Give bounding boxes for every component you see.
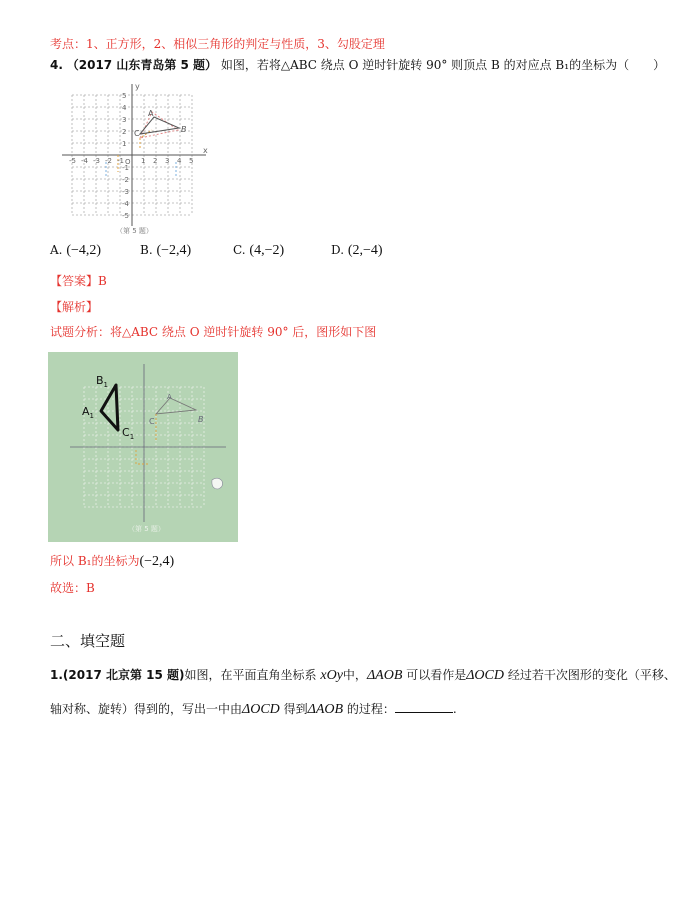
option-a[interactable] [50, 242, 101, 259]
option-b[interactable] [140, 242, 191, 259]
x-tick-label: -1 [117, 157, 124, 165]
text-part: 的过程： [346, 702, 395, 716]
y-tick-label: 5 [122, 92, 127, 100]
question-source: （2017 山东青岛第 5 题） [66, 58, 218, 72]
option-c-value: (4,−2) [249, 243, 285, 258]
fill-question-1-line-2 [50, 700, 457, 718]
x-tick-label: 3 [165, 157, 170, 165]
text-part: 如图，在平面直角坐标系 [184, 668, 317, 682]
y-tick-label: -5 [122, 212, 129, 220]
y-tick-label: 2 [122, 128, 127, 136]
option-b-value: (−2,4) [156, 243, 192, 258]
fill-question-source: (2017 北京第 15 题) [62, 668, 185, 682]
y-tick-label: -4 [122, 200, 129, 208]
answer-blank[interactable] [395, 700, 453, 713]
x-tick-label: -4 [81, 157, 88, 165]
text-part: 得到 [283, 702, 308, 716]
text-part: . [452, 702, 457, 716]
y-tick-label: 4 [122, 104, 127, 112]
y-tick-label: -2 [122, 176, 129, 184]
x-tick-label: -3 [93, 157, 100, 165]
point-b-label: B [181, 125, 187, 134]
option-b-label: B. [140, 243, 153, 257]
x-tick-label: 2 [153, 157, 158, 165]
question-number: 4. [50, 58, 63, 72]
figure-caption: （第 5 题） [116, 227, 153, 235]
option-c-label: C. [233, 243, 246, 257]
y-tick-label: -1 [122, 164, 129, 172]
question-text: 如图，若将△ABC 绕点 O 逆时针旋转 90° 则顶点 B 的对应点 B₁的坐标为（ ） [220, 58, 666, 72]
option-a-label: A. [50, 243, 63, 257]
section-title: 二、填空题 [50, 632, 126, 650]
option-a-value: (−4,2) [66, 243, 102, 258]
x-tick-label: 4 [177, 157, 182, 165]
answer-line: 【答案】B [50, 274, 107, 288]
a1-label: $A_1$ [82, 405, 94, 420]
point-c-label: C [149, 417, 155, 426]
analysis-text: 试题分析：将△ABC 绕点 O 逆时针旋转 90° 后，图形如下图 [50, 325, 377, 339]
point-c-label: C [134, 129, 140, 138]
conclusion-value: (−2,4) [139, 554, 175, 569]
math-ocd: ΔOCD [242, 702, 280, 717]
fill-question-1-line-1 [50, 667, 676, 684]
c1-label: $C_1$ [122, 426, 135, 441]
therefore-line: 故选：B [50, 581, 95, 595]
option-d-value: (2,−4) [347, 243, 383, 258]
y-tick-label: 3 [122, 116, 127, 124]
option-d[interactable] [331, 242, 383, 259]
y-tick-label: -3 [122, 188, 129, 196]
math-aob: ΔAOB [366, 668, 403, 683]
fill-question-number: 1. [50, 668, 63, 682]
y-axis-label: y [135, 82, 140, 91]
coordinate-figure [58, 80, 213, 235]
x-tick-label: 5 [189, 157, 194, 165]
y-tick-label: 1 [122, 140, 127, 148]
rotated-figure [48, 352, 238, 542]
x-axis-label: x [203, 146, 208, 155]
point-a-label: A [167, 393, 172, 401]
option-d-label: D. [331, 243, 345, 257]
smudge-mark [212, 478, 223, 489]
text-part: 中， [342, 668, 367, 682]
x-tick-label: -2 [105, 157, 112, 165]
text-part: 经过若干次图形的变化（平移、 [507, 668, 676, 682]
text-part: 轴对称、旋转）得到的，写出一中由 [50, 702, 243, 716]
math-ocd: ΔOCD [466, 668, 504, 683]
x-tick-label: 1 [141, 157, 146, 165]
origin-label: O [125, 158, 131, 166]
kaodian-line: 考点：1、正方形，2、相似三角形的判定与性质，3、勾股定理 [50, 37, 385, 51]
question-4-stem [50, 57, 665, 73]
point-a-label: A [148, 109, 154, 118]
analysis-label: 【解析】 [50, 300, 99, 314]
math-xoy: xOy [320, 668, 343, 683]
text-part: 可以看作是 [406, 668, 467, 682]
point-b-label: B [198, 415, 204, 424]
option-c[interactable] [233, 242, 284, 259]
b1-label: $B_1$ [96, 374, 109, 389]
x-tick-label: -5 [69, 157, 76, 165]
conclusion-prefix: 所以 B₁的坐标为 [50, 554, 140, 568]
conclusion-line [50, 553, 174, 570]
figure-caption: （第 5 题） [128, 525, 165, 533]
math-aob: ΔAOB [307, 702, 344, 717]
